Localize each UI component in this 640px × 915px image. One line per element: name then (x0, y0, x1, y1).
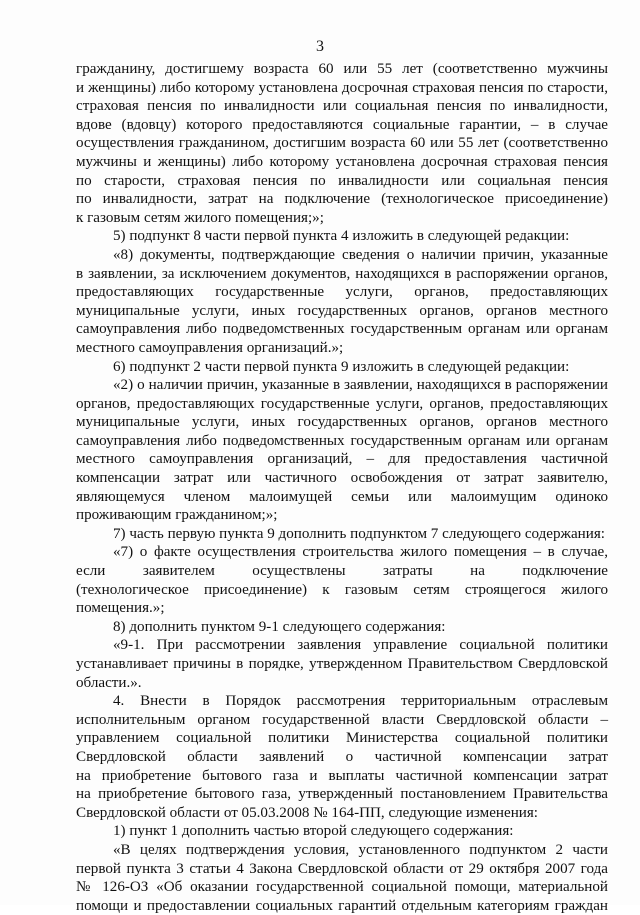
text-line: муниципальные услуги, иных государственных органов, органов местного (76, 302, 608, 319)
text-line: являющемуся членом малоимущей семьи или малоимущим одиноко (76, 488, 608, 505)
text-line: Свердловской области заявлений о частичной компенсации затрат (76, 748, 608, 765)
text-line: в заявлении, за исключением документов, находящихся в распоряжении органов, (76, 265, 608, 282)
text-line: «7) о факте осуществления строительства жилого помещения – в случае, (113, 544, 608, 561)
text-line: 5) подпункт 8 части первой пункта 4 изложить в следующей редакции: (113, 228, 570, 245)
text-line: 4. Внести в Порядок рассмотрения территориальным отраслевым (113, 693, 608, 710)
text-line: устанавливает причины в порядке, утвержденном Правительством Свердловской (76, 656, 608, 672)
text-line: мужчины и женщины) либо которому установлена досрочная страховая пенсия (76, 153, 608, 170)
text-line: самоуправления либо подведомственных государственным органам или органам (76, 321, 608, 338)
text-line: местного самоуправления организаций.»; (76, 339, 344, 356)
text-line: «В целях подтверждения условия, установленного подпунктом 2 части (113, 841, 608, 858)
text-line: 8) дополнить пунктом 9-1 следующего содержания: (113, 618, 446, 635)
text-line: и женщины) либо которому установлена досрочная страховая пенсия по старости, (76, 79, 608, 96)
text-line: № 126-ОЗ «Об оказании государственной социальной помощи, материальной (76, 879, 608, 896)
text-line: исполнительным органом государственной власти Свердловской области – (76, 711, 608, 728)
text-line: органов, предоставляющих государственные услуги, органов, предоставляющих (76, 395, 608, 412)
text-line: к газовым сетям жилого помещения;»; (76, 209, 324, 226)
text-line: страховая пенсия по инвалидности или социальная пенсия по инвалидности, (76, 98, 608, 115)
text-line: по старости, страховая пенсия по инвалидности или социальная пенсия (76, 172, 608, 189)
text-line: «9-1. При рассмотрении заявления управление социальной политики (113, 637, 608, 654)
text-line: «2) о наличии причин, указанные в заявлении, находящихся в распоряжении (113, 377, 608, 394)
text-line: проживающим гражданином;»; (76, 507, 278, 524)
text-line: 7) часть первую пункта 9 дополнить подпунктом 7 следующего содержания: (113, 525, 605, 542)
text-line: помощи и предоставлении социальных гарантий отдельным категориям граждан (76, 897, 608, 914)
text-line: вдове (вдовцу) которого предоставляются социальные гарантии, – в случае (76, 116, 608, 133)
text-line: помещения.»; (76, 600, 165, 617)
text-line: местного самоуправления организаций, – для предоставления частичной (76, 451, 608, 468)
text-line: компенсации затрат или частичного освобождения от затрат заявителю, (76, 470, 608, 487)
text-line: муниципальные услуги, иных государственных органов, органов местного (76, 414, 608, 431)
text-line: «8) документы, подтверждающие сведения о наличии причин, указанные (113, 246, 608, 263)
page-number: 3 (316, 38, 324, 55)
text-line: 6) подпункт 2 части первой пункта 9 изложить в следующей редакции: (113, 358, 570, 375)
text-line: на приобретение бытового газа, утвержденный постановлением Правительства (76, 786, 608, 803)
text-line: гражданину, достигшему возраста 60 или 55 лет (соответственно мужчины (76, 61, 608, 77)
text-line: (технологическое присоединение) к газовым сетям строящегося жилого (76, 581, 608, 598)
text-line: осуществления гражданином, достигшим возраста 60 или 55 лет (соответственно (76, 135, 608, 152)
document-body (76, 60, 608, 915)
text-line: первой пункта 3 статьи 4 Закона Свердловской области от 29 октября 2007 года (76, 860, 608, 877)
text-line: если заявителем осуществлены затраты на подключение (76, 563, 608, 580)
text-line: 1) пункт 1 дополнить частью второй следующего содержания: (113, 823, 514, 840)
text-line: предоставляющих государственные услуги, органов, предоставляющих (76, 284, 608, 301)
text-line: на приобретение бытового газа и выплаты частичной компенсации затрат (76, 767, 608, 784)
text-line: управлением социальной политики Министерства социальной политики (76, 730, 608, 747)
text-line: самоуправления либо подведомственных государственным органам или органам (76, 432, 608, 449)
text-line: по инвалидности, затрат на подключение (технологическое присоединение) (76, 191, 608, 208)
text-line: области.». (76, 674, 142, 691)
text-line: Свердловской области от 05.03.2008 № 164-ПП, следующие изменения: (76, 804, 538, 821)
